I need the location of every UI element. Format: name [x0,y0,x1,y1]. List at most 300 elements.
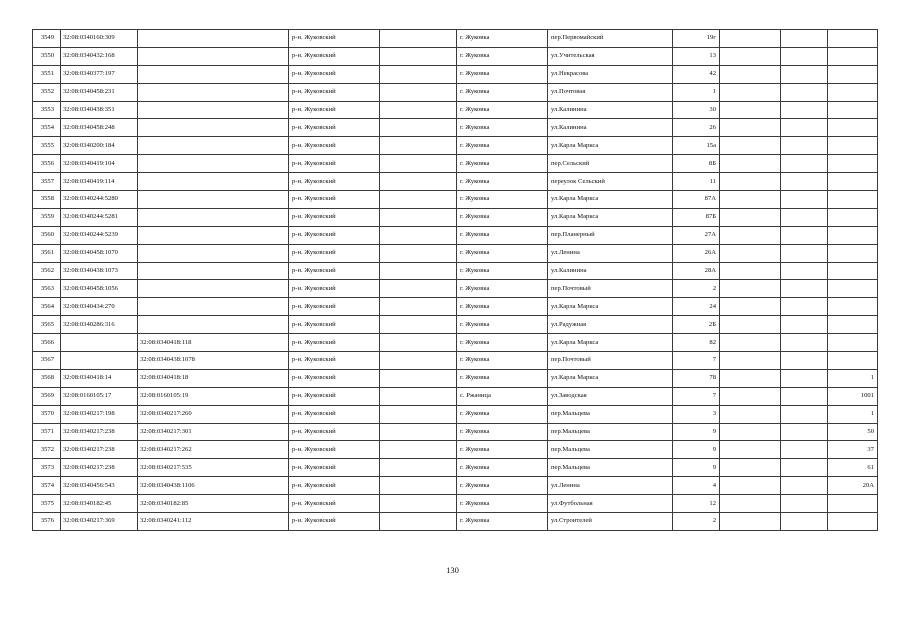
street-cell: ул.Строителей [548,513,673,531]
linked-cadastral-cell [138,191,289,209]
house-number-cell: 28А [673,262,720,280]
district-cell: р-н. Жуковский [289,280,380,298]
blank-cell [720,495,781,513]
row-number-cell: 3558 [33,191,61,209]
district-cell: р-н. Жуковский [289,191,380,209]
street-cell: пер.Первомайский [548,30,673,48]
table-row [33,334,878,352]
house-number-cell: 2 [673,513,720,531]
street-cell: ул.Радужная [548,316,673,334]
locality-cell: г. Жуковка [457,30,548,48]
registry-table [32,29,878,531]
apartment-cell [828,334,878,352]
apartment-cell [828,352,878,370]
street-cell: пер.Мальцева [548,423,673,441]
table-row [33,47,878,65]
row-number-cell: 3552 [33,83,61,101]
street-cell: пер.Планерный [548,226,673,244]
apartment-cell [828,47,878,65]
locality-cell: г. Жуковка [457,513,548,531]
blank-cell [720,387,781,405]
locality-cell: г. Жуковка [457,405,548,423]
blank-cell [720,83,781,101]
blank-cell [380,405,457,423]
house-number-cell: 15а [673,137,720,155]
cadastral-number-cell: 32:08:0340244:5281 [61,208,138,226]
locality-cell: г. Жуковка [457,191,548,209]
linked-cadastral-cell [138,119,289,137]
blank-cell [781,30,828,48]
district-cell: р-н. Жуковский [289,65,380,83]
table-row [33,226,878,244]
cadastral-number-cell: 32:08:0340217:369 [61,513,138,531]
apartment-cell [828,65,878,83]
blank-cell [781,495,828,513]
blank-cell [720,155,781,173]
house-number-cell: 30 [673,101,720,119]
table-row [33,155,878,173]
linked-cadastral-cell [138,83,289,101]
street-cell: ул.Карла Маркса [548,137,673,155]
row-number-cell: 3571 [33,423,61,441]
blank-cell [380,226,457,244]
page-number: 130 [446,565,459,575]
table-row [33,459,878,477]
house-number-cell: 9 [673,441,720,459]
house-number-cell: 26А [673,244,720,262]
blank-cell [380,423,457,441]
house-number-cell: 19г [673,30,720,48]
blank-cell [380,208,457,226]
linked-cadastral-cell: 32:08:0340182:85 [138,495,289,513]
blank-cell [720,65,781,83]
apartment-cell [828,83,878,101]
locality-cell: г. Жуковка [457,244,548,262]
blank-cell [781,513,828,531]
street-cell: ул.Заводская [548,387,673,405]
table-row [33,244,878,262]
street-cell: ул.Карла Маркса [548,334,673,352]
locality-cell: г. Жуковка [457,352,548,370]
apartment-cell: 61 [828,459,878,477]
street-cell: ул.Калинина [548,119,673,137]
apartment-cell [828,101,878,119]
house-number-cell: 13 [673,47,720,65]
blank-cell [380,173,457,191]
table-row [33,441,878,459]
house-number-cell: 82 [673,334,720,352]
apartment-cell [828,226,878,244]
cadastral-number-cell: 32:08:0340217:238 [61,459,138,477]
table-row [33,191,878,209]
blank-cell [380,477,457,495]
house-number-cell: 42 [673,65,720,83]
blank-cell [720,352,781,370]
cadastral-number-cell: 32:08:0340286:316 [61,316,138,334]
street-cell: ул.Карла Маркса [548,191,673,209]
linked-cadastral-cell [138,137,289,155]
table-row [33,495,878,513]
house-number-cell: 9 [673,423,720,441]
district-cell: р-н. Жуковский [289,47,380,65]
locality-cell: г. Жуковка [457,495,548,513]
row-number-cell: 3556 [33,155,61,173]
street-cell: пер.Мальцева [548,441,673,459]
district-cell: р-н. Жуковский [289,459,380,477]
table-row [33,65,878,83]
blank-cell [720,47,781,65]
row-number-cell: 3573 [33,459,61,477]
street-cell: ул.Ленина [548,244,673,262]
cadastral-number-cell: 32:08:0340438:1073 [61,262,138,280]
blank-cell [720,30,781,48]
table-row [33,137,878,155]
table-row [33,119,878,137]
apartment-cell [828,262,878,280]
blank-cell [720,119,781,137]
blank-cell [380,65,457,83]
blank-cell [380,191,457,209]
blank-cell [380,513,457,531]
district-cell: р-н. Жуковский [289,495,380,513]
linked-cadastral-cell [138,155,289,173]
linked-cadastral-cell [138,244,289,262]
street-cell: ул.Карла Маркса [548,208,673,226]
table-row [33,369,878,387]
row-number-cell: 3564 [33,298,61,316]
apartment-cell [828,495,878,513]
apartment-cell [828,137,878,155]
apartment-cell [828,30,878,48]
district-cell: р-н. Жуковский [289,83,380,101]
house-number-cell: 78 [673,369,720,387]
blank-cell [720,459,781,477]
blank-cell [781,298,828,316]
locality-cell: г. Жуковка [457,369,548,387]
cadastral-number-cell: 32:08:0340432:168 [61,47,138,65]
apartment-cell [828,513,878,531]
cadastral-number-cell: 32:08:0340438:351 [61,101,138,119]
blank-cell [781,155,828,173]
street-cell: ул.Некрасова [548,65,673,83]
blank-cell [781,316,828,334]
table-row [33,352,878,370]
blank-cell [380,137,457,155]
blank-cell [380,244,457,262]
cadastral-number-cell: 32:08:0340458:231 [61,83,138,101]
row-number-cell: 3557 [33,173,61,191]
blank-cell [781,441,828,459]
cadastral-number-cell: 32:08:0340419:104 [61,155,138,173]
table-row [33,387,878,405]
apartment-cell [828,280,878,298]
table-row [33,513,878,531]
house-number-cell: 8Б [673,155,720,173]
blank-cell [781,173,828,191]
row-number-cell: 3574 [33,477,61,495]
row-number-cell: 3568 [33,369,61,387]
table-row [33,280,878,298]
linked-cadastral-cell [138,280,289,298]
locality-cell: г. Жуковка [457,208,548,226]
blank-cell [720,280,781,298]
district-cell: р-н. Жуковский [289,387,380,405]
blank-cell [781,83,828,101]
cadastral-number-cell: 32:08:0340434:270 [61,298,138,316]
linked-cadastral-cell [138,173,289,191]
house-number-cell: 4 [673,477,720,495]
blank-cell [781,262,828,280]
row-number-cell: 3551 [33,65,61,83]
linked-cadastral-cell [138,298,289,316]
cadastral-number-cell: 32:08:0340244:5239 [61,226,138,244]
blank-cell [380,155,457,173]
blank-cell [781,405,828,423]
district-cell: р-н. Жуковский [289,119,380,137]
blank-cell [380,280,457,298]
blank-cell [380,316,457,334]
blank-cell [781,423,828,441]
apartment-cell: 50 [828,423,878,441]
apartment-cell: 20А [828,477,878,495]
blank-cell [781,352,828,370]
blank-cell [380,101,457,119]
street-cell: ул.Карла Маркса [548,369,673,387]
locality-cell: г. Жуковка [457,459,548,477]
apartment-cell [828,244,878,262]
house-number-cell: 7 [673,352,720,370]
district-cell: р-н. Жуковский [289,101,380,119]
row-number-cell: 3572 [33,441,61,459]
row-number-cell: 3553 [33,101,61,119]
district-cell: р-н. Жуковский [289,173,380,191]
street-cell: пер.Мальцева [548,405,673,423]
linked-cadastral-cell: 32:08:0340418:18 [138,369,289,387]
district-cell: р-н. Жуковский [289,369,380,387]
row-number-cell: 3569 [33,387,61,405]
blank-cell [781,119,828,137]
locality-cell: г. Жуковка [457,155,548,173]
district-cell: р-н. Жуковский [289,334,380,352]
cadastral-number-cell: 32:08:0160105:17 [61,387,138,405]
district-cell: р-н. Жуковский [289,352,380,370]
apartment-cell [828,119,878,137]
locality-cell: с. Ржаница [457,387,548,405]
locality-cell: г. Жуковка [457,441,548,459]
street-cell: ул.Почтовая [548,83,673,101]
row-number-cell: 3567 [33,352,61,370]
cadastral-number-cell: 32:08:0340419:114 [61,173,138,191]
house-number-cell: 87А [673,191,720,209]
blank-cell [720,316,781,334]
house-number-cell: 2 [673,280,720,298]
apartment-cell [828,298,878,316]
district-cell: р-н. Жуковский [289,226,380,244]
blank-cell [380,298,457,316]
locality-cell: г. Жуковка [457,280,548,298]
cadastral-number-cell: 32:08:0340182:45 [61,495,138,513]
street-cell: ул.Учительская [548,47,673,65]
blank-cell [720,513,781,531]
district-cell: р-н. Жуковский [289,244,380,262]
blank-cell [380,119,457,137]
house-number-cell: 11 [673,173,720,191]
table-row [33,30,878,48]
street-cell: пер.Почтовый [548,280,673,298]
locality-cell: г. Жуковка [457,173,548,191]
locality-cell: г. Жуковка [457,226,548,244]
cadastral-number-cell: 32:08:0340217:238 [61,423,138,441]
linked-cadastral-cell [138,30,289,48]
district-cell: р-н. Жуковский [289,423,380,441]
table-row [33,405,878,423]
cadastral-number-cell: 32:08:0340458:1070 [61,244,138,262]
row-number-cell: 3554 [33,119,61,137]
district-cell: р-н. Жуковский [289,155,380,173]
blank-cell [781,191,828,209]
linked-cadastral-cell: 32:08:0340217:301 [138,423,289,441]
blank-cell [720,441,781,459]
row-number-cell: 3563 [33,280,61,298]
linked-cadastral-cell: 32:08:0340217:535 [138,459,289,477]
row-number-cell: 3566 [33,334,61,352]
blank-cell [380,459,457,477]
house-number-cell: 7 [673,387,720,405]
blank-cell [380,441,457,459]
locality-cell: г. Жуковка [457,316,548,334]
apartment-cell: 1 [828,405,878,423]
blank-cell [781,459,828,477]
linked-cadastral-cell: 32:08:0160105:19 [138,387,289,405]
street-cell: переулок Сельский [548,173,673,191]
linked-cadastral-cell [138,65,289,83]
locality-cell: г. Жуковка [457,47,548,65]
street-cell: пер.Сельский [548,155,673,173]
locality-cell: г. Жуковка [457,101,548,119]
row-number-cell: 3565 [33,316,61,334]
table-row [33,208,878,226]
locality-cell: г. Жуковка [457,262,548,280]
blank-cell [781,47,828,65]
house-number-cell: 2Б [673,316,720,334]
blank-cell [380,47,457,65]
row-number-cell: 3562 [33,262,61,280]
row-number-cell: 3559 [33,208,61,226]
cadastral-number-cell: 32:08:0340418:14 [61,369,138,387]
linked-cadastral-cell [138,101,289,119]
blank-cell [720,298,781,316]
blank-cell [781,101,828,119]
street-cell: пер.Почтовый [548,352,673,370]
blank-cell [781,280,828,298]
linked-cadastral-cell [138,262,289,280]
house-number-cell: 24 [673,298,720,316]
cadastral-number-cell: 32:08:0340456:543 [61,477,138,495]
table-row [33,101,878,119]
blank-cell [781,477,828,495]
table-body [33,30,878,531]
apartment-cell [828,173,878,191]
house-number-cell: 1 [673,83,720,101]
locality-cell: г. Жуковка [457,298,548,316]
table-row [33,262,878,280]
house-number-cell: 87Б [673,208,720,226]
linked-cadastral-cell: 32:08:0340418:118 [138,334,289,352]
linked-cadastral-cell: 32:08:0340241:112 [138,513,289,531]
apartment-cell: 1 [828,369,878,387]
row-number-cell: 3575 [33,495,61,513]
linked-cadastral-cell: 32:08:0340217:260 [138,405,289,423]
cadastral-number-cell: 32:08:0340200:184 [61,137,138,155]
cadastral-number-cell: 32:08:0340217:198 [61,405,138,423]
house-number-cell: 26 [673,119,720,137]
apartment-cell [828,208,878,226]
row-number-cell: 3555 [33,137,61,155]
cadastral-number-cell: 32:08:0340244:5280 [61,191,138,209]
cadastral-number-cell: 32:08:0340458:248 [61,119,138,137]
row-number-cell: 3560 [33,226,61,244]
district-cell: р-н. Жуковский [289,477,380,495]
district-cell: р-н. Жуковский [289,262,380,280]
district-cell: р-н. Жуковский [289,316,380,334]
table-row [33,477,878,495]
blank-cell [380,83,457,101]
locality-cell: г. Жуковка [457,119,548,137]
locality-cell: г. Жуковка [457,83,548,101]
blank-cell [781,65,828,83]
street-cell: ул.Калинина [548,101,673,119]
table-row [33,83,878,101]
district-cell: р-н. Жуковский [289,298,380,316]
blank-cell [720,208,781,226]
cadastral-number-cell: 32:08:0340377:197 [61,65,138,83]
house-number-cell: 27А [673,226,720,244]
blank-cell [720,423,781,441]
blank-cell [781,369,828,387]
blank-cell [720,262,781,280]
cadastral-number-cell: 32:08:0340458:1056 [61,280,138,298]
row-number-cell: 3576 [33,513,61,531]
blank-cell [380,369,457,387]
house-number-cell: 12 [673,495,720,513]
row-number-cell: 3549 [33,30,61,48]
blank-cell [380,352,457,370]
apartment-cell [828,191,878,209]
linked-cadastral-cell [138,226,289,244]
street-cell: ул.Футбольная [548,495,673,513]
blank-cell [380,30,457,48]
blank-cell [720,137,781,155]
apartment-cell: 37 [828,441,878,459]
house-number-cell: 9 [673,459,720,477]
district-cell: р-н. Жуковский [289,513,380,531]
blank-cell [380,387,457,405]
locality-cell: г. Жуковка [457,334,548,352]
locality-cell: г. Жуковка [457,137,548,155]
cadastral-number-cell: 32:08:0340217:238 [61,441,138,459]
table-row [33,423,878,441]
locality-cell: г. Жуковка [457,423,548,441]
street-cell: пер.Мальцева [548,459,673,477]
row-number-cell: 3550 [33,47,61,65]
street-cell: ул.Карла Маркса [548,298,673,316]
street-cell: ул.Калинина [548,262,673,280]
locality-cell: г. Жуковка [457,65,548,83]
district-cell: р-н. Жуковский [289,405,380,423]
blank-cell [720,334,781,352]
linked-cadastral-cell: 32:08:0340438:1078 [138,352,289,370]
blank-cell [720,244,781,262]
